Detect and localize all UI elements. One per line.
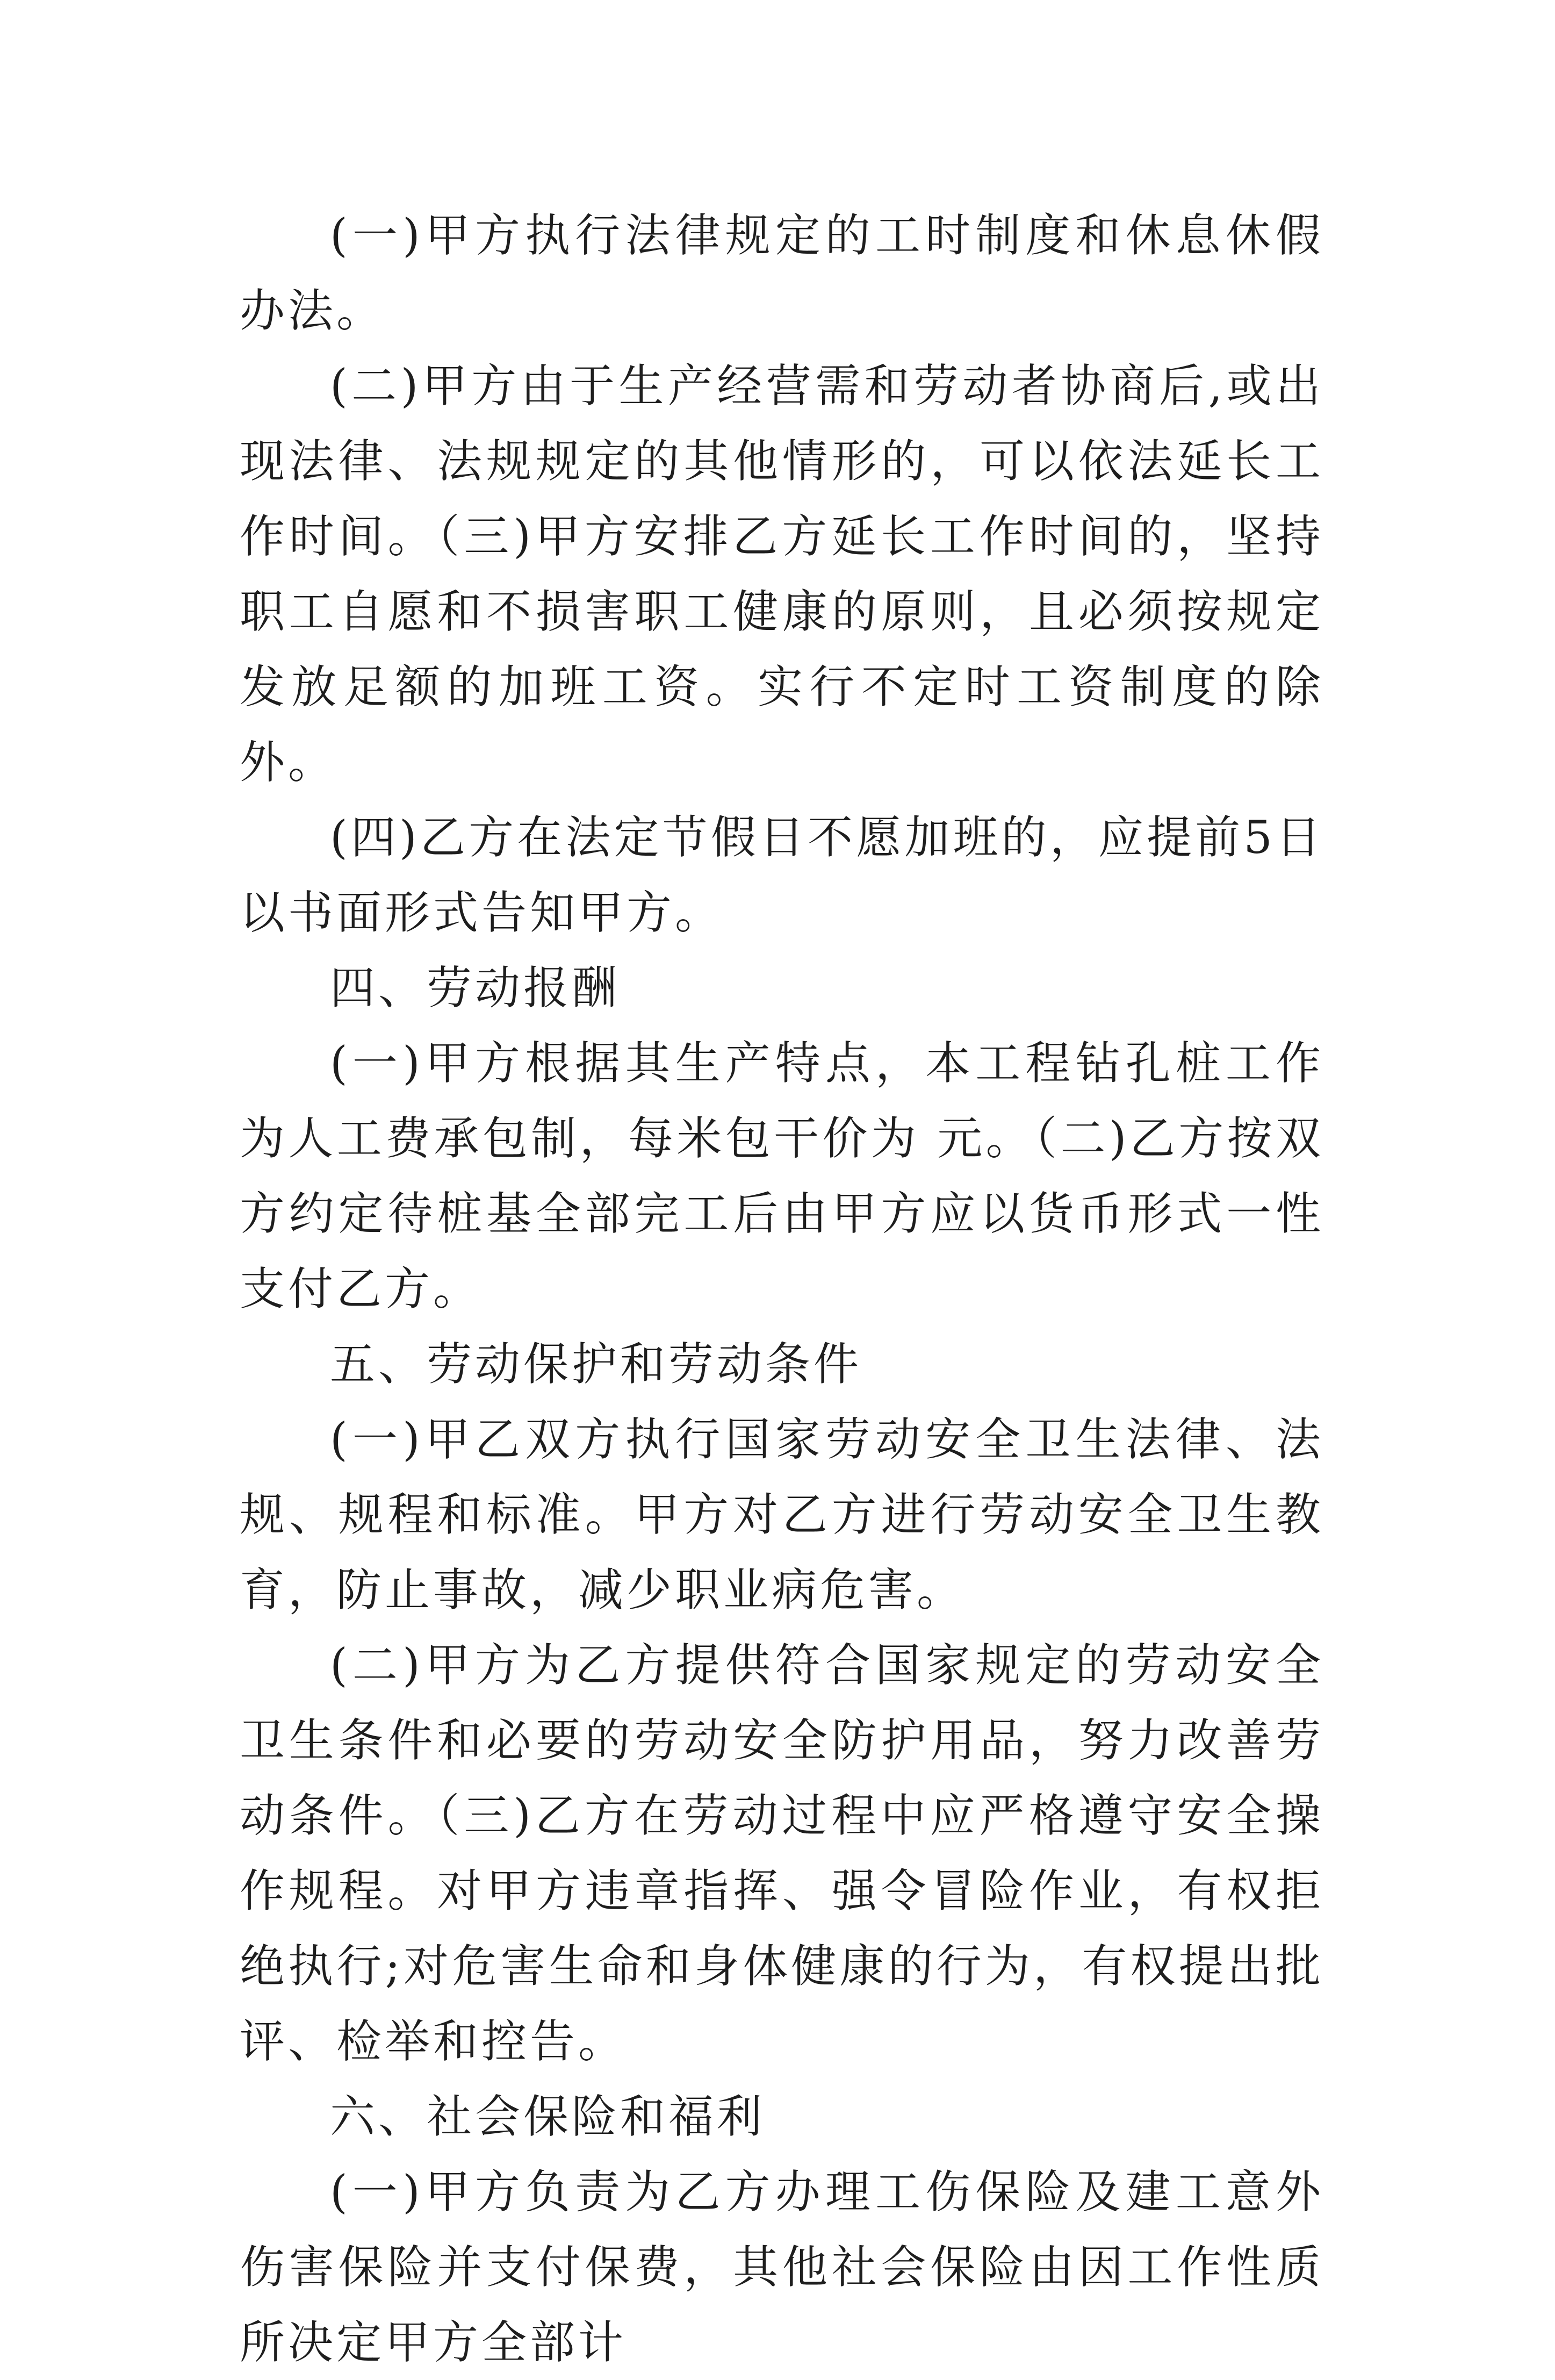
paragraph-working-hours: (一)甲方执行法律规定的工时制度和休息休假办法。 [240,209,1324,337]
paragraph-insurance: (一)甲方负责为乙方办理工伤保险及建工意外伤害保险并支付保费，其他社会保险由因工作性质所决定甲方全部计 [240,2166,1324,2369]
paragraph-safety-conditions: (二)甲方为乙方提供符合国家规定的劳动安全卫生条件和必要的劳动安全防护用品，努力改善劳动条件。（三)乙方在劳动过程中应严格遵守安全操作规程。对甲方违章指挥、强令冒险作业，有权拒绝执行;对危害生命和身体健康的行为，有权提出批评、检举和控告。 [240,1639,1324,2068]
paragraph-holiday-notice: (四)乙方在法定节假日不愿加班的，应提前5日以书面形式告知甲方。 [240,811,1324,939]
section-heading-remuneration: 四、劳动报酬 [330,962,621,1014]
section-heading-social-insurance: 六、社会保险和福利 [330,2090,766,2143]
section-heading-labor-protection: 五、劳动保护和劳动条件 [330,1338,862,1390]
paragraph-remuneration: (一)甲方根据其生产特点，本工程钻孔桩工作为人工费承包制，每米包干价为 元。（二)乙方按双方约定待桩基全部完工后由甲方应以货币形式一性支付乙方。 [240,1037,1324,1315]
document-body [240,198,1324,2380]
paragraph-overtime: (二)甲方由于生产经营需和劳动者协商后,或出现法律、法规规定的其他情形的，可以依法延长工作时间。（三)甲方安排乙方延长工作时间的，坚持职工自愿和不损害职工健康的原则，且必须按规定发放足额的加班工资。实行不定时工资制度的除外。 [240,360,1324,788]
paragraph-safety-standards: (一)甲乙双方执行国家劳动安全卫生法律、法规、规程和标准。甲方对乙方进行劳动安全卫生教育，防止事故，减少职业病危害。 [240,1413,1324,1616]
